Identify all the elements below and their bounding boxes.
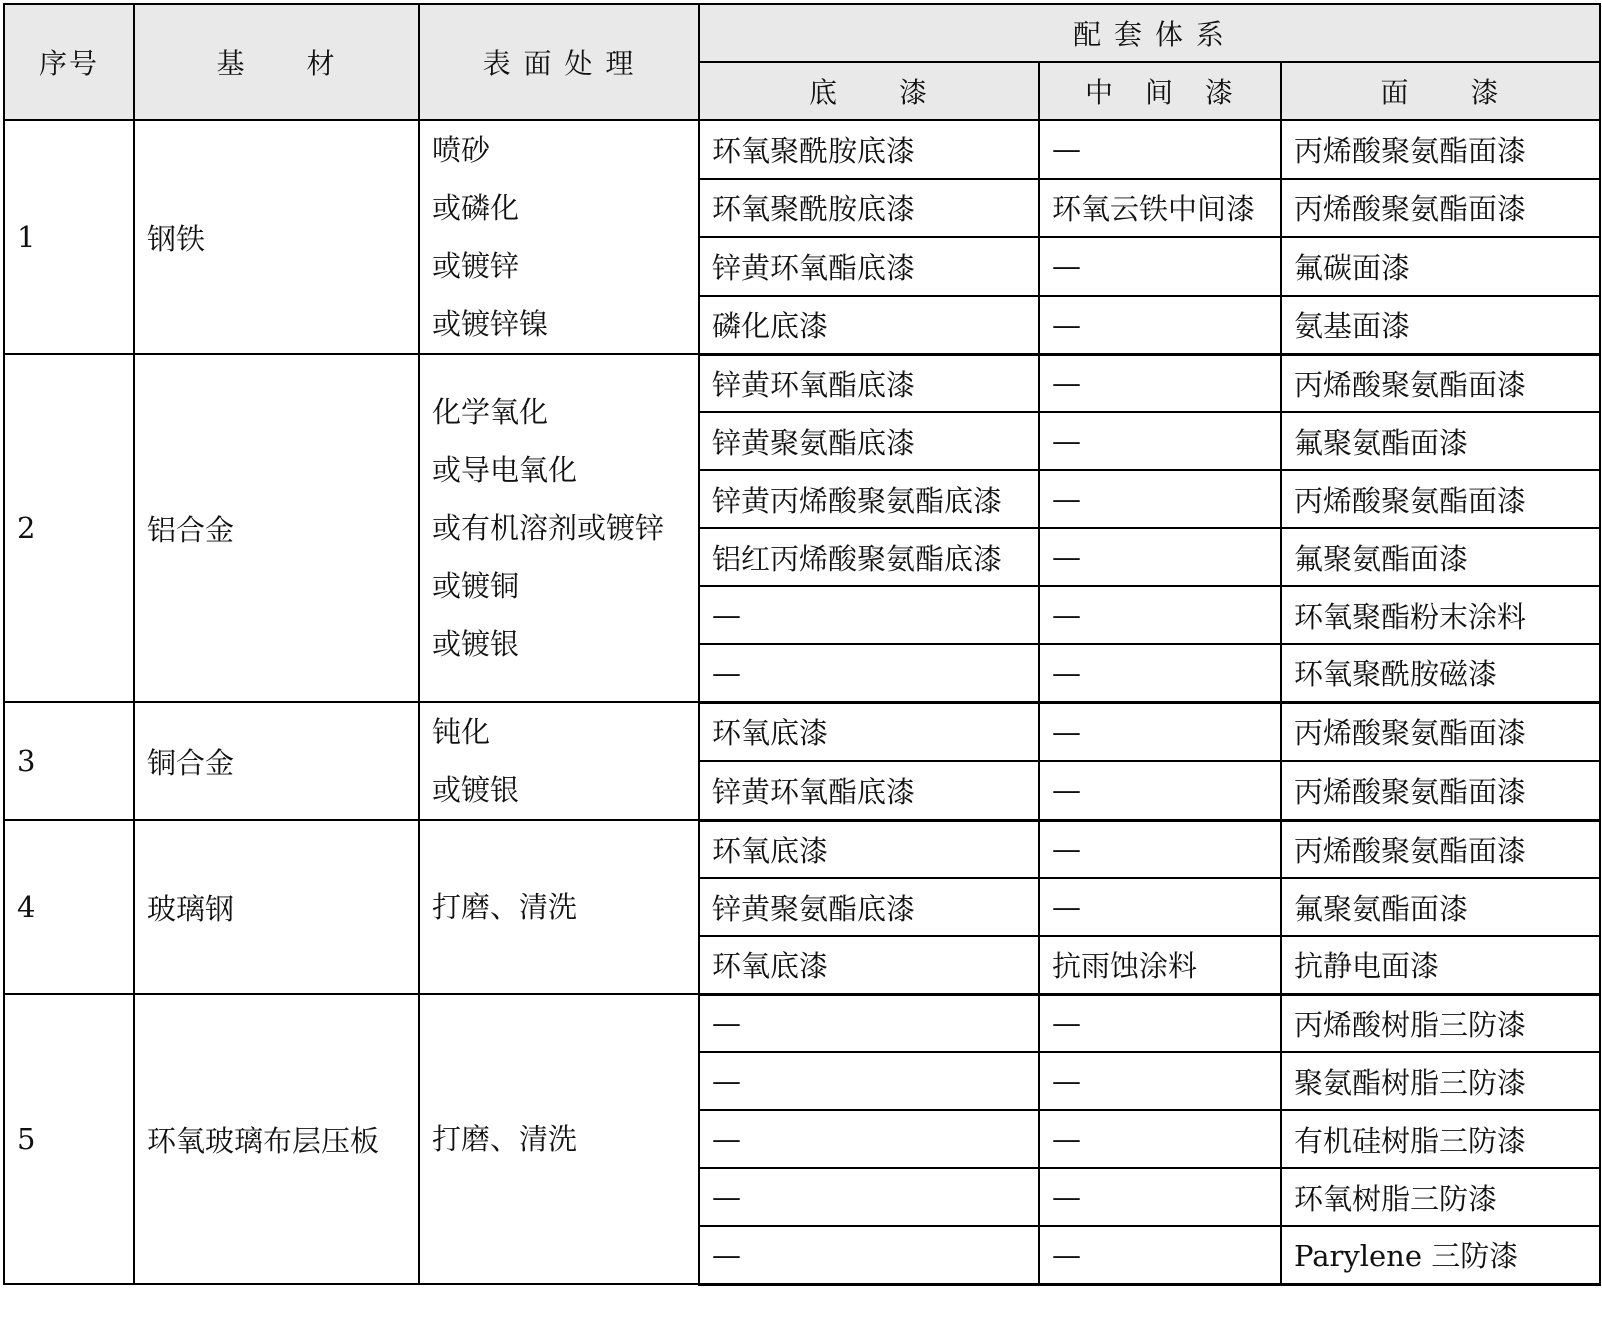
cell-topcoat: 丙烯酸聚氨酯面漆	[1281, 761, 1600, 820]
cell-primer: 环氧底漆	[699, 936, 1039, 994]
cell-primer: 环氧底漆	[699, 820, 1039, 878]
cell-topcoat: 氟聚氨酯面漆	[1281, 878, 1600, 936]
cell-topcoat: 氟聚氨酯面漆	[1281, 528, 1600, 586]
cell-intermediate: —	[1039, 120, 1281, 179]
treatment-line: 或镀锌	[432, 249, 520, 283]
cell-primer: 环氧底漆	[699, 702, 1039, 761]
cell-treatment	[419, 820, 699, 994]
header-system: 配 套 体 系	[699, 4, 1600, 62]
cell-topcoat: Parylene 三防漆	[1281, 1226, 1600, 1284]
cell-primer: 环氧聚酰胺底漆	[699, 120, 1039, 179]
cell-topcoat: 聚氨酯树脂三防漆	[1281, 1052, 1600, 1110]
treatment-line: 或镀铜	[432, 569, 520, 603]
cell-topcoat: 丙烯酸聚氨酯面漆	[1281, 179, 1600, 238]
cell-intermediate: —	[1039, 296, 1281, 355]
cell-intermediate: —	[1039, 702, 1281, 761]
header-treatment: 表 面 处 理	[419, 4, 699, 120]
cell-substrate: 铜合金	[134, 702, 419, 820]
cell-topcoat: 丙烯酸聚氨酯面漆	[1281, 470, 1600, 528]
cell-topcoat: 丙烯酸聚氨酯面漆	[1281, 354, 1600, 412]
treatment-line: 打磨、清洗	[432, 1122, 578, 1156]
cell-intermediate: —	[1039, 237, 1281, 296]
cell-primer: —	[699, 1168, 1039, 1226]
cell-primer: 锌黄丙烯酸聚氨酯底漆	[699, 470, 1039, 528]
cell-intermediate: —	[1039, 878, 1281, 936]
cell-topcoat: 有机硅树脂三防漆	[1281, 1110, 1600, 1168]
cell-topcoat: 氟聚氨酯面漆	[1281, 412, 1600, 470]
cell-intermediate: —	[1039, 528, 1281, 586]
cell-primer: —	[699, 1110, 1039, 1168]
cell-topcoat: 环氧聚酯粉末涂料	[1281, 586, 1600, 644]
cell-primer: 磷化底漆	[699, 296, 1039, 355]
cell-intermediate: —	[1039, 644, 1281, 702]
cell-primer: 锌黄环氧酯底漆	[699, 237, 1039, 296]
table-header	[4, 4, 1600, 120]
cell-intermediate: —	[1039, 820, 1281, 878]
cell-primer: —	[699, 1052, 1039, 1110]
treatment-line: 或镀锌镍	[432, 307, 549, 341]
treatment-line: 打磨、清洗	[432, 890, 578, 924]
cell-intermediate: —	[1039, 1052, 1281, 1110]
cell-intermediate: —	[1039, 761, 1281, 820]
cell-no: 4	[4, 820, 134, 994]
cell-topcoat: 环氧聚酰胺磁漆	[1281, 644, 1600, 702]
table-row	[4, 820, 1600, 878]
cell-no: 3	[4, 702, 134, 820]
header-primer: 底 漆	[699, 62, 1039, 120]
header-intermediate: 中 间 漆	[1039, 62, 1281, 120]
cell-intermediate: —	[1039, 1110, 1281, 1168]
cell-topcoat: 丙烯酸树脂三防漆	[1281, 994, 1600, 1052]
cell-primer: 锌黄聚氨酯底漆	[699, 412, 1039, 470]
cell-topcoat: 环氧树脂三防漆	[1281, 1168, 1600, 1226]
cell-treatment	[419, 354, 699, 702]
cell-treatment	[419, 994, 699, 1284]
cell-intermediate: —	[1039, 586, 1281, 644]
cell-substrate: 玻璃钢	[134, 820, 419, 994]
treatment-line: 化学氧化	[432, 395, 549, 429]
treatment-line: 或镀银	[432, 627, 520, 661]
cell-primer: 环氧聚酰胺底漆	[699, 179, 1039, 238]
treatment-line: 或有机溶剂或镀锌	[432, 511, 665, 545]
cell-intermediate: —	[1039, 994, 1281, 1052]
cell-intermediate: —	[1039, 1168, 1281, 1226]
cell-intermediate: 环氧云铁中间漆	[1039, 179, 1281, 238]
header-topcoat: 面 漆	[1281, 62, 1600, 120]
coating-system-table	[3, 3, 1601, 1286]
cell-intermediate: —	[1039, 1226, 1281, 1284]
cell-substrate: 铝合金	[134, 354, 419, 702]
treatment-line: 或磷化	[432, 191, 520, 225]
cell-primer: —	[699, 1226, 1039, 1284]
header-substrate: 基 材	[134, 4, 419, 120]
cell-primer: —	[699, 994, 1039, 1052]
cell-primer: —	[699, 586, 1039, 644]
cell-no: 1	[4, 120, 134, 354]
table-row	[4, 354, 1600, 412]
table-row	[4, 702, 1600, 761]
treatment-line: 或导电氧化	[432, 453, 578, 487]
treatment-line: 喷砂	[432, 133, 491, 167]
treatment-line: 或镀银	[432, 773, 520, 807]
header-no: 序号	[4, 4, 134, 120]
table-row	[4, 994, 1600, 1052]
cell-primer: 锌黄环氧酯底漆	[699, 761, 1039, 820]
cell-treatment	[419, 120, 699, 354]
table-body	[4, 120, 1600, 1284]
cell-no: 2	[4, 354, 134, 702]
cell-primer: 铝红丙烯酸聚氨酯底漆	[699, 528, 1039, 586]
cell-topcoat: 氨基面漆	[1281, 296, 1600, 355]
cell-topcoat: 丙烯酸聚氨酯面漆	[1281, 820, 1600, 878]
cell-intermediate: —	[1039, 354, 1281, 412]
cell-substrate: 钢铁	[134, 120, 419, 354]
cell-topcoat: 丙烯酸聚氨酯面漆	[1281, 702, 1600, 761]
cell-topcoat: 氟碳面漆	[1281, 237, 1600, 296]
cell-topcoat: 丙烯酸聚氨酯面漆	[1281, 120, 1600, 179]
cell-primer: 锌黄聚氨酯底漆	[699, 878, 1039, 936]
table-row	[4, 120, 1600, 179]
treatment-line: 钝化	[432, 715, 491, 749]
cell-treatment	[419, 702, 699, 820]
cell-primer: 锌黄环氧酯底漆	[699, 354, 1039, 412]
cell-intermediate: —	[1039, 412, 1281, 470]
cell-no: 5	[4, 994, 134, 1284]
cell-intermediate: —	[1039, 470, 1281, 528]
cell-substrate: 环氧玻璃布层压板	[134, 994, 419, 1284]
cell-primer: —	[699, 644, 1039, 702]
cell-topcoat: 抗静电面漆	[1281, 936, 1600, 994]
cell-intermediate: 抗雨蚀涂料	[1039, 936, 1281, 994]
